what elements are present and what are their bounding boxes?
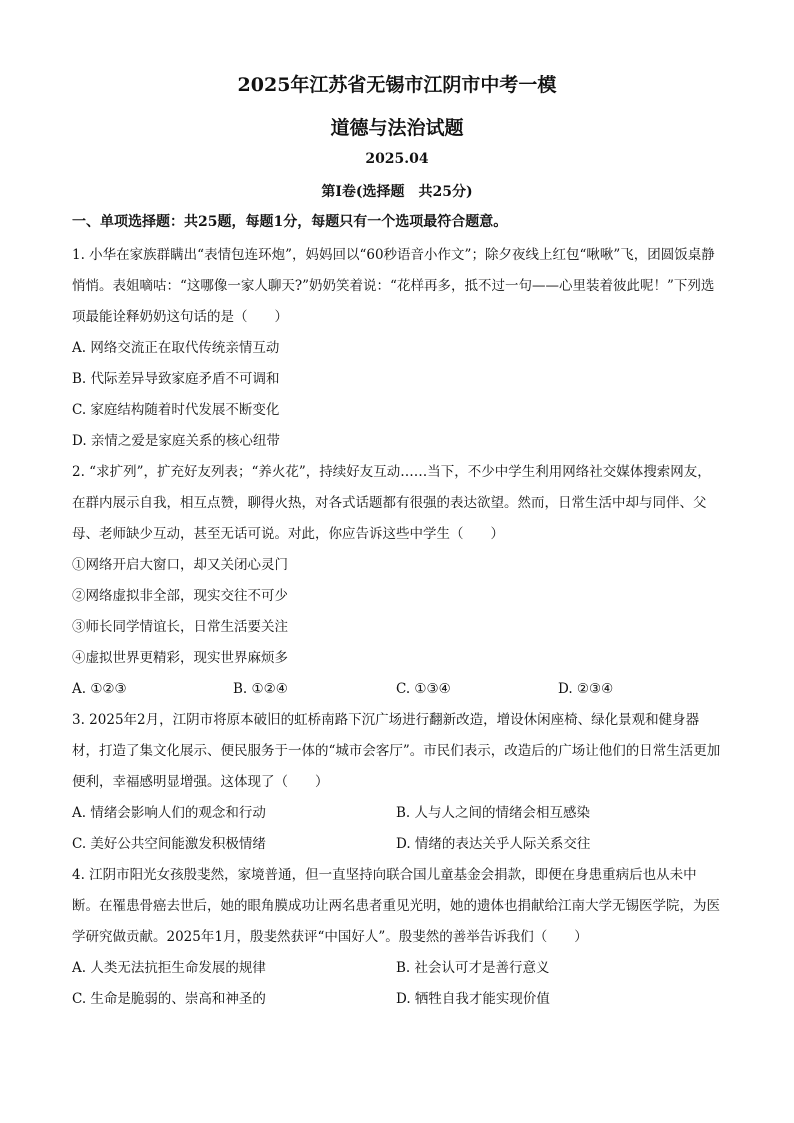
section-heading: 一、单项选择题：共25题，每题1分，每题只有一个选项最符合题意。 xyxy=(72,214,508,230)
exam-date: 2025.04 xyxy=(365,151,429,167)
question-3-option-a[interactable]: A. 情绪会影响人们的观念和行动 xyxy=(72,805,266,821)
question-4-option-a[interactable]: A. 人类无法抗拒生命发展的规律 xyxy=(72,960,266,976)
question-4-option-d[interactable]: D. 牺牲自我才能实现价值 xyxy=(396,991,550,1007)
question-2-option-a[interactable]: A. ①②③ xyxy=(72,681,127,697)
question-3-option-d[interactable]: D. 情绪的表达关乎人际关系交往 xyxy=(396,836,591,852)
question-1-option-b[interactable]: B. 代际差异导致家庭矛盾不可调和 xyxy=(72,371,280,387)
question-3-option-c[interactable]: C. 美好公共空间能激发积极情绪 xyxy=(72,836,266,852)
question-4-stem: 4. 江阴市阳光女孩殷斐然，家境普通，但一直坚持向联合国儿童基金会捐款，即便在身患重病后也从未中断。在罹患骨癌去世后，她的眼角膜成功让两名患者重见光明，她的遗体也捐献给江南大学无锡医学院，为医学研究做贡献。2025年1月，殷斐然获评“中国好人”。殷斐然的善举告诉我们（ ） xyxy=(72,867,720,945)
question-2-item-4: ④虚拟世界更精彩，现实世界麻烦多 xyxy=(72,650,288,666)
question-2-option-d[interactable]: D. ②③④ xyxy=(558,681,614,697)
question-2-item-3: ③师长同学情谊长，日常生活要关注 xyxy=(72,619,288,635)
question-3-stem: 3. 2025年2月，江阴市将原本破旧的虹桥南路下沉广场进行翻新改造，增设休闲座椅、绿化景观和健身器材，打造了集文化展示、便民服务于一体的“城市会客厅”。市民们表示，改造后的广场让他们的日常生活更加便利，幸福感明显增强。这体现了（ ） xyxy=(72,712,721,790)
question-2-option-b[interactable]: B. ①②④ xyxy=(233,681,288,697)
question-1-option-a[interactable]: A. 网络交流正在取代传统亲情互动 xyxy=(72,340,280,356)
question-2-stem: 2. “求扩列”，扩充好友列表；“养火花”，持续好友互动……当下，不少中学生利用网络社交媒体搜索网友，在群内展示自我，相互点赞，聊得火热，对各式话题都有很强的表达欲望。然而，日常生活中却与同伴、父母、老师缺少互动，甚至无话可说。对此，你应告诉这些中学生（ ） xyxy=(72,464,711,542)
part-heading: 第Ⅰ卷(选择题 共25分) xyxy=(321,184,473,200)
question-2-item-1: ①网络开启大窗口，却又关闭心灵门 xyxy=(72,557,288,573)
question-1-option-d[interactable]: D. 亲情之爱是家庭关系的核心纽带 xyxy=(72,433,280,449)
question-1-option-c[interactable]: C. 家庭结构随着时代发展不断变化 xyxy=(72,402,280,418)
question-2-option-c[interactable]: C. ①③④ xyxy=(396,681,451,697)
question-3-option-b[interactable]: B. 人与人之间的情绪会相互感染 xyxy=(396,805,591,821)
question-2-item-2: ②网络虚拟非全部，现实交往不可少 xyxy=(72,588,288,604)
question-4-option-c[interactable]: C. 生命是脆弱的、崇高和神圣的 xyxy=(72,991,266,1007)
exam-title: 2025年江苏省无锡市江阴市中考一模 xyxy=(237,74,557,96)
subject-title: 道德与法治试题 xyxy=(330,117,464,139)
question-4-option-b[interactable]: B. 社会认可才是善行意义 xyxy=(396,960,550,976)
question-1-stem: 1. 小华在家族群瞒出“表情包连环炮”，妈妈回以“60秒语音小作文”；除夕夜线上红包“啾啾”飞，团圆饭桌静悄悄。表姐嘀咕：“这哪像一家人聊天?”奶奶笑着说：“花样再多，抵不过一句——心里装着彼此呢！”下列选项最能诠释奶奶这句话的是（ ） xyxy=(72,247,715,325)
